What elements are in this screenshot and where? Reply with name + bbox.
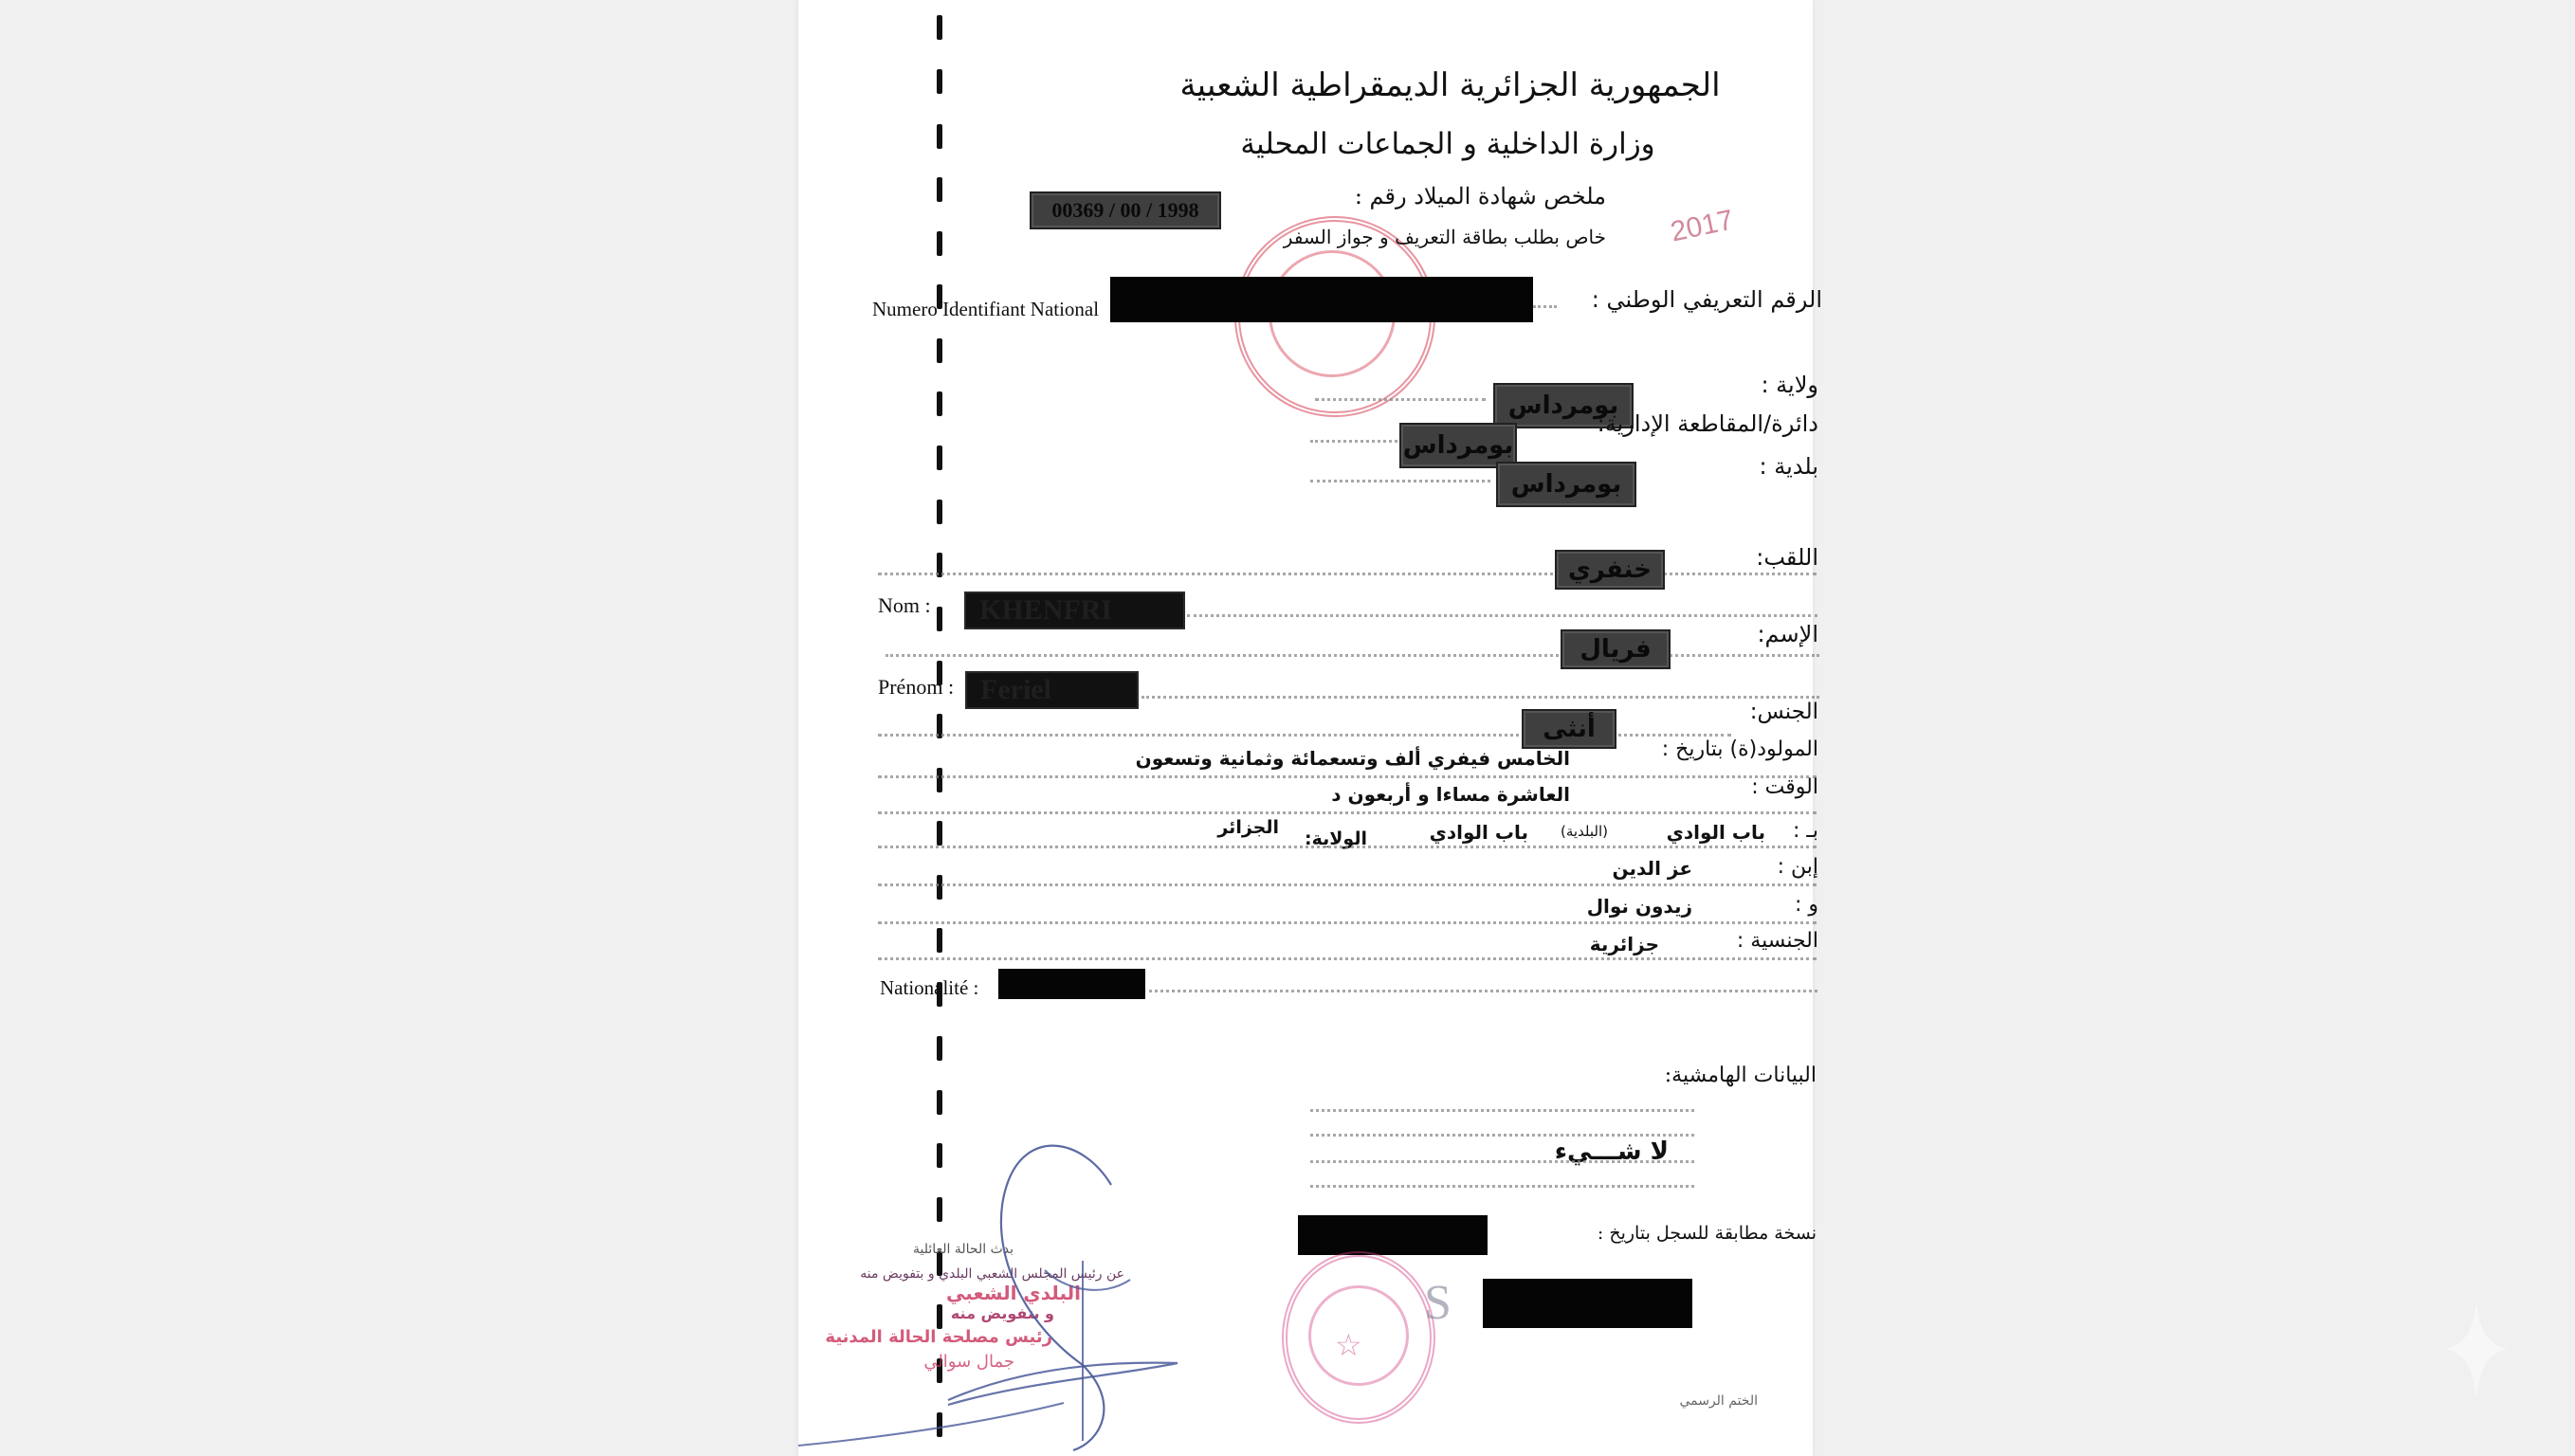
- dotted-line: [1149, 990, 1817, 992]
- signature-redacted-box: [1483, 1279, 1692, 1328]
- father-label: إبن :: [1777, 855, 1818, 879]
- ministry-title: وزارة الداخلية و الجماعات المحلية: [1240, 127, 1655, 161]
- dotted-line: [1310, 1109, 1694, 1112]
- certificate-title-label: ملخص شهادة الميلاد رقم :: [1354, 183, 1606, 209]
- nationality-redacted-value: [998, 969, 1145, 999]
- birth-commune-label: (البلدية): [1560, 823, 1608, 840]
- dotted-line: [1310, 1185, 1694, 1188]
- certificate-number: 00369 / 00 / 1998: [1030, 191, 1221, 229]
- dotted-line: [1187, 614, 1817, 617]
- dotted-line: [1310, 480, 1490, 482]
- birth-place-label: بـ :: [1793, 819, 1818, 843]
- dotted-line: [1310, 1134, 1694, 1137]
- republic-title: الجمهورية الجزائرية الديمقراطية الشعبية: [1179, 66, 1721, 104]
- dotted-line: [1310, 440, 1397, 443]
- birth-time-label: الوقت :: [1751, 775, 1818, 799]
- commune-label: بلدية :: [1759, 453, 1818, 480]
- nationality-label-ar: الجنسية :: [1736, 929, 1818, 953]
- daira-value: بومرداس: [1399, 423, 1517, 468]
- dotted-line: [878, 573, 1817, 575]
- mother-label: و :: [1794, 893, 1818, 917]
- dotted-line: [878, 921, 1817, 924]
- nom-label: Nom :: [878, 593, 931, 617]
- prenom-label: Prénom :: [878, 675, 955, 699]
- official-red-seal-bottom: ☆: [1282, 1251, 1435, 1424]
- dotted-line: [1141, 696, 1819, 699]
- signature-line-3: البلدي الشعبي: [946, 1282, 1081, 1304]
- sparkle-icon: [2446, 1303, 2507, 1398]
- birth-time-value: العاشرة مساءا و أربعون د: [1331, 783, 1570, 806]
- father-value: عز الدين: [1612, 857, 1692, 880]
- dotted-line: [1310, 1160, 1694, 1163]
- commune-value: بومرداس: [1496, 462, 1636, 507]
- mother-value: زيدون نوال: [1586, 895, 1692, 918]
- handwritten-signature: [798, 1128, 1291, 1456]
- daira-label: دائرة/المقاطعة الإدارية:: [1597, 410, 1818, 437]
- dotted-line: [878, 775, 1817, 778]
- dotted-line: [1315, 398, 1486, 401]
- nin-label-fr: Numero Identifiant National: [872, 298, 1100, 320]
- marginal-notes-label: البيانات الهامشية:: [1664, 1064, 1817, 1087]
- surname-value-ar: خنفري: [1555, 550, 1665, 590]
- dotted-line: [878, 957, 1817, 960]
- date-stamp: 2017: [1668, 204, 1737, 248]
- birth-wilaya-value: الجزائر: [1217, 817, 1279, 838]
- wilaya-value: بومرداس: [1493, 383, 1634, 428]
- sex-label: الجنس:: [1749, 700, 1818, 724]
- marginal-notes-value: لا شـــيء: [1554, 1138, 1669, 1166]
- nationality-label-fr: Nationalité :: [880, 976, 979, 999]
- wilaya-label: ولاية :: [1761, 372, 1818, 398]
- prenom-redacted-value: Feriel: [965, 671, 1139, 709]
- birth-date-label: المولود(ة) بتاريخ :: [1661, 737, 1818, 761]
- signature-line-6: جمال سوالي: [923, 1352, 1014, 1372]
- surname-label-ar: اللقب:: [1756, 544, 1818, 571]
- official-seal-label: الختم الرسمي: [1679, 1393, 1758, 1409]
- signature-line-5: رئيس مصلحة الحالة المدنية: [825, 1327, 1052, 1347]
- signature-line-2: عن رئيس المجلس الشعبي البلدي و بتفويض منه: [860, 1266, 1124, 1282]
- stamp-letter: S: [1424, 1276, 1452, 1330]
- dotted-line: [878, 846, 1817, 848]
- firstname-label-ar: الإسم:: [1757, 621, 1818, 647]
- dotted-line: [886, 654, 1819, 657]
- dotted-line: [1533, 305, 1557, 308]
- nom-redacted-value: KHENFRI: [964, 592, 1185, 629]
- signature-line-1: بدث الحالة العائلية: [913, 1242, 1014, 1257]
- sex-value: أنثى: [1522, 709, 1616, 749]
- birth-wilaya-label: الولاية:: [1305, 828, 1367, 849]
- issue-date-redacted: [1298, 1215, 1488, 1255]
- issue-date-label: نسخة مطابقة للسجل بتاريخ :: [1597, 1223, 1817, 1244]
- nin-redacted-value: [1110, 277, 1533, 322]
- signature-line-4: و بتفويض منه: [950, 1304, 1054, 1322]
- birth-certificate-page: [798, 0, 1822, 1456]
- nin-label-ar: الرقم التعريفي الوطني :: [1591, 286, 1822, 313]
- firstname-value-ar: فريال: [1561, 629, 1671, 669]
- dotted-line: [878, 811, 1817, 814]
- certificate-subtitle: خاص بطلب بطاقة التعريف و جواز السفر: [1283, 226, 1606, 248]
- birth-place-value: باب الوادي: [1666, 821, 1765, 844]
- dotted-line: [878, 883, 1817, 886]
- birth-date-value: الخامس فيفري ألف وتسعمائة وثمانية وتسعون: [1135, 747, 1570, 770]
- nationality-value-ar: جزائرية: [1589, 933, 1659, 956]
- birth-commune-value: باب الوادي: [1429, 821, 1528, 844]
